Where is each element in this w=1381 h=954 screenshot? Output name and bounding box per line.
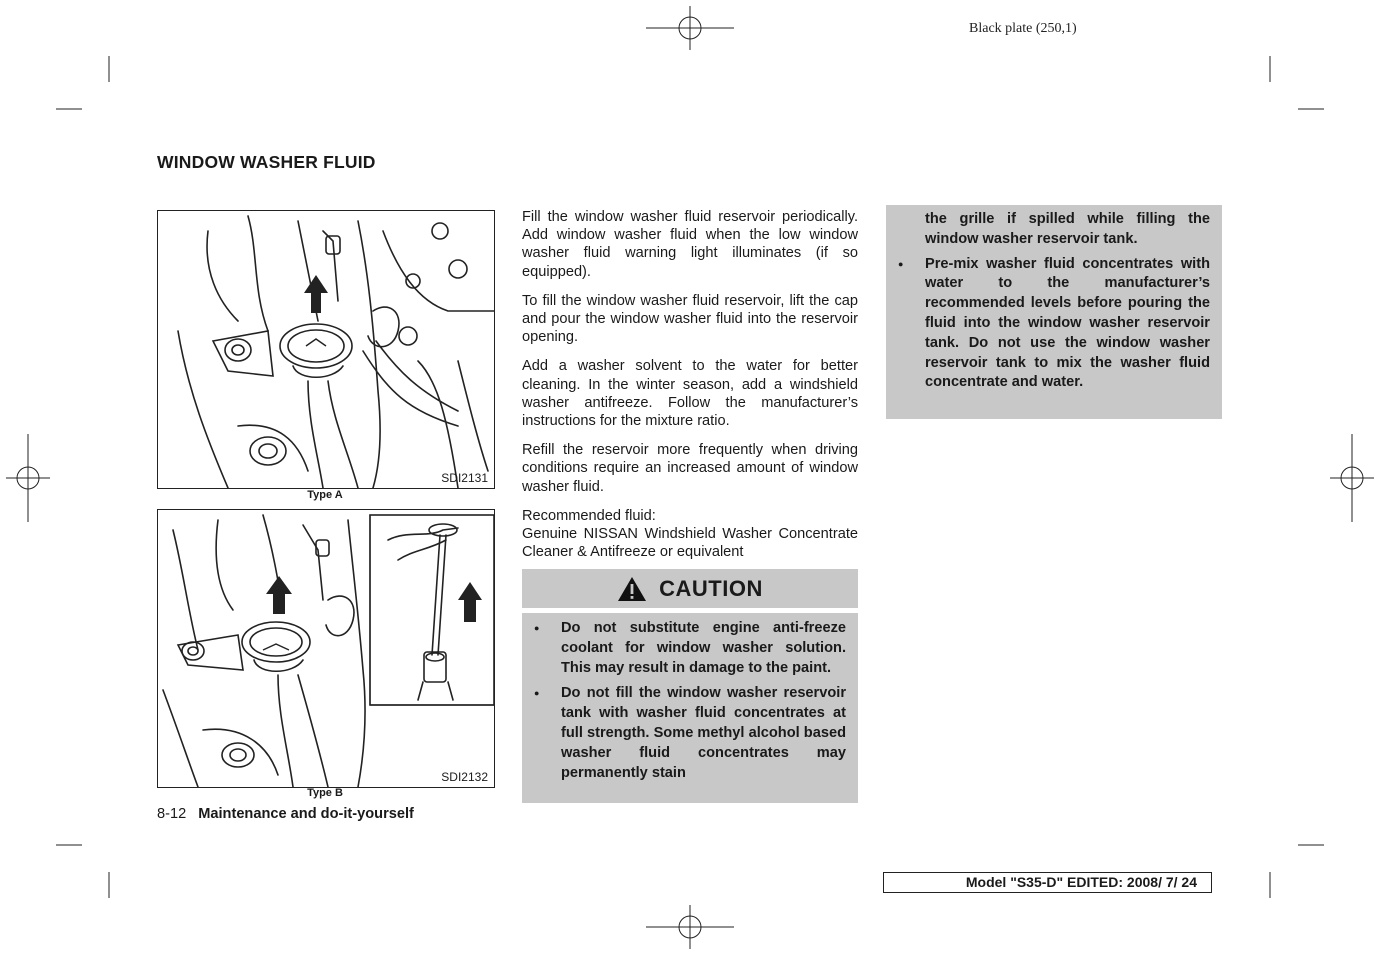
body-paragraph: Add a washer solvent to the water for better cleaning. In the winter season, add a windshield washer antifreeze. Follow the manufacturer’s instructions for the mixture ratio. [522, 358, 858, 430]
body-text-column [522, 208, 858, 561]
body-paragraph: Refill the reservoir more frequently when driving conditions require an increased amount of window washer fluid. [522, 442, 858, 495]
section-title: WINDOW WASHER FLUID [157, 152, 376, 172]
figure-code: SDI2131 [441, 471, 488, 485]
body-paragraph: Fill the window washer fluid reservoir periodically. Add window washer fluid when the low window washer fluid warning light illuminates (if so equipped). [522, 209, 858, 280]
body-paragraph: To fill the window washer fluid reservoir, lift the cap and pour the window washer fluid into the reservoir opening. [522, 292, 858, 346]
caution-title: CAUTION [659, 575, 763, 601]
recommended-text: Genuine NISSAN Windshield Washer Concentrate Cleaner & Antifreeze or equivalent [522, 526, 858, 561]
warning-icon [617, 576, 647, 602]
figure-caption: Type B [307, 787, 343, 799]
figure-code: SDI2132 [441, 770, 488, 784]
caution-item: ● Pre-mix washer fluid concentrates with water to the manufacturer’s recommended levels before pouring the fluid into the window washer reservoir tank. Do not use the window washer reservoir tank to mix the washer fluid concentrate and water. [925, 255, 1210, 394]
footer-section-name: Maintenance and do-it-yourself [198, 806, 414, 822]
figure-type-a [157, 210, 495, 489]
recommended-fluid [522, 507, 858, 562]
caution-box-continued [886, 205, 1222, 419]
caution-item: ● Do not fill the window washer reservoir tank with washer fluid concentrates at full strength. Some methyl alcohol based washer fluid concentrates may permanently stain [561, 684, 846, 783]
model-edited-label: Model "S35-D" EDITED: 2008/ 7/ 24 [883, 872, 1212, 893]
figure-type-b [157, 509, 495, 788]
washer-reservoir-illustration-a [158, 211, 494, 488]
caution-header [522, 569, 858, 608]
plate-label: Black plate (250,1) [969, 21, 1077, 36]
figure-caption: Type A [307, 489, 343, 501]
washer-reservoir-illustration-b [158, 510, 494, 787]
caution-box [522, 613, 858, 803]
recommended-label: Recommended fluid: [522, 507, 656, 524]
caution-item: ● Do not substitute engine anti-freeze coolant for window washer solution. This may result in damage to the paint. [561, 619, 846, 678]
page-number: 8-12 [157, 806, 187, 822]
page-footer [157, 806, 414, 822]
caution-continuation: the grille if spilled while filling the window washer reservoir tank. [925, 211, 1210, 247]
